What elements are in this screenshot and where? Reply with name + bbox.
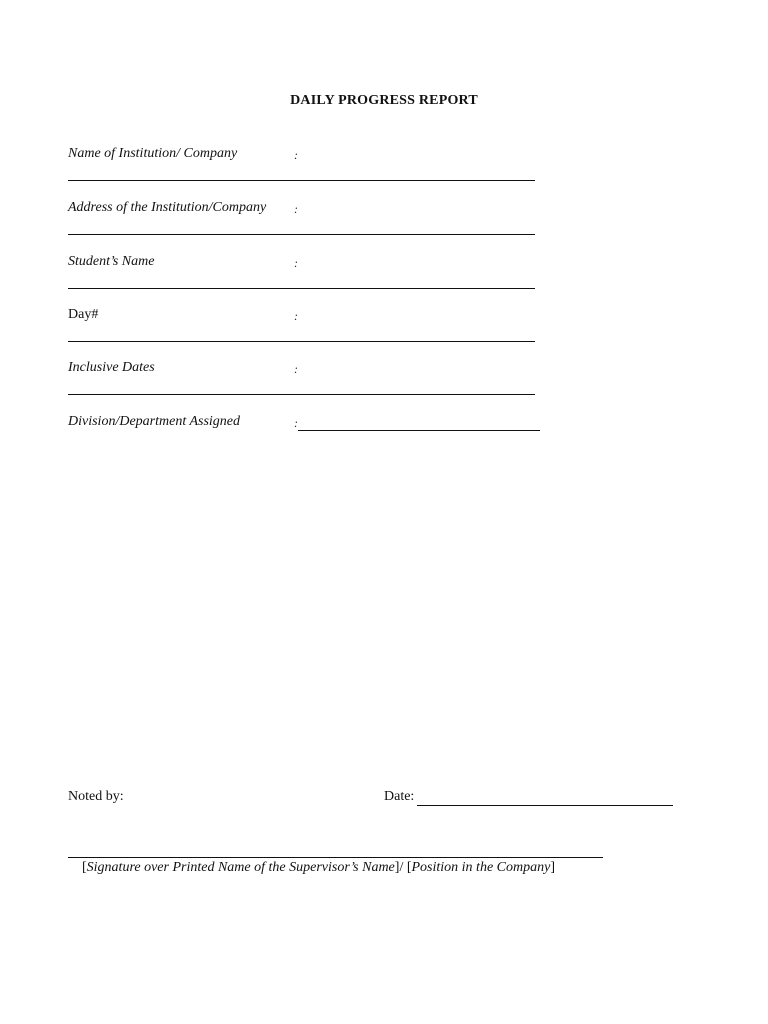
date-label: Date:	[384, 789, 415, 804]
signature-caption	[82, 860, 555, 876]
inclusive-dates-label: Inclusive Dates	[68, 360, 155, 375]
signature-open-bracket: [	[82, 860, 87, 875]
institution-name-colon: :	[294, 148, 298, 162]
student-name-colon: :	[294, 256, 298, 270]
day-number-line[interactable]	[68, 341, 535, 342]
student-name-label: Student’s Name	[68, 254, 155, 269]
date-line[interactable]	[417, 805, 673, 806]
institution-name-line[interactable]	[68, 180, 535, 181]
signature-line[interactable]	[68, 857, 603, 858]
inclusive-dates-colon: :	[294, 362, 298, 376]
signature-text: Signature over Printed Name of the Supervisor’s Name	[86, 860, 395, 875]
noted-by-label: Noted by:	[68, 789, 124, 804]
report-title: DAILY PROGRESS REPORT	[290, 93, 478, 108]
department-assigned-label: Division/Department Assigned	[68, 414, 241, 429]
position-text: Position in the Company	[411, 860, 551, 875]
student-name-line[interactable]	[68, 288, 535, 289]
institution-address-colon: :	[294, 202, 298, 216]
signature-close-bracket: ]	[550, 860, 555, 875]
day-number-colon: :	[294, 309, 298, 323]
department-assigned-colon: :	[294, 416, 298, 430]
inclusive-dates-line[interactable]	[68, 394, 535, 395]
day-number-label: Day#	[68, 307, 99, 322]
institution-address-label: Address of the Institution/Company	[68, 200, 267, 215]
institution-name-label: Name of Institution/ Company	[68, 146, 238, 161]
institution-address-line[interactable]	[68, 234, 535, 235]
department-assigned-line[interactable]	[298, 430, 540, 431]
signature-separator: ]/ [	[394, 860, 412, 875]
